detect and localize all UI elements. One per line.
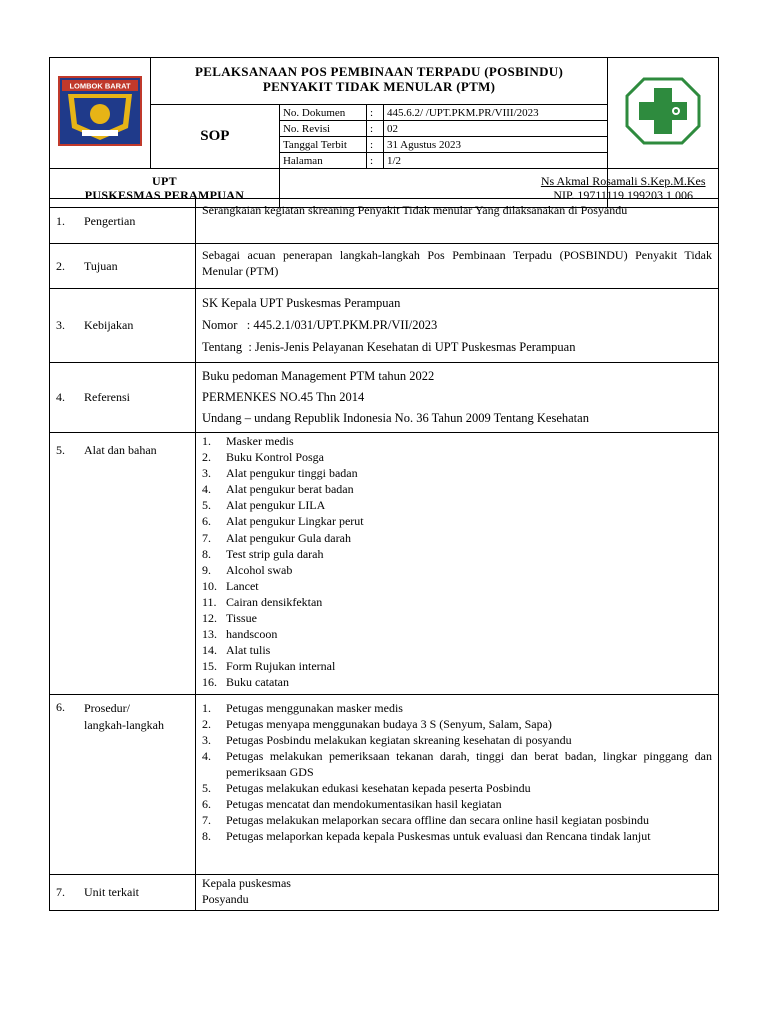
section-text: Serangkaian kegiatan skreaning Penyakit Tidak menular Yang dilaksanakan di Posyandu [196,199,719,244]
list-item-number: 6. [202,797,211,812]
section-list-cell [196,433,719,695]
policy-line: Nomor : 445.2.1/031/UPT.PKM.PR/VII/2023 [202,318,438,332]
list-item-text: Test strip gula darah [226,546,324,561]
section-number: 3. [56,318,65,332]
meta-value: 1/2 [386,154,402,167]
meta-label: Tanggal Terbit [280,137,367,153]
list-item-number: 14. [202,643,217,658]
meta-sep: : [366,153,383,169]
section-number: 7. [56,884,65,899]
reference-line: PERMENKES NO.45 Thn 2014 [202,390,365,404]
list-item [202,594,712,610]
list-item-text: Petugas menyapa menggunakan budaya 3 S (Senyum, Salam, Sapa) [226,716,552,731]
section-number: 1. [56,213,65,228]
section-row [50,244,719,289]
reference-line: Undang – undang Republik Indonesia No. 36 Tahun 2009 Tentang Kesehatan [202,411,589,425]
list-item-text: Lancet [226,578,259,593]
meta-label: No. Dokumen [280,105,367,121]
document-title [150,58,608,105]
puskesmas-logo-icon [624,76,702,146]
meta-row [280,137,607,153]
list-item-number: 8. [202,829,211,844]
list-item-text: Buku catatan [226,675,289,690]
left-logo-cell [50,58,151,169]
list-item [202,780,712,796]
reference-line: Buku pedoman Management PTM tahun 2022 [202,369,435,383]
list-item [202,433,712,449]
header-table [49,57,719,208]
meta-value: 31 Agustus 2023 [383,137,607,153]
section-label-cell [50,433,196,695]
meta-value: 02 [383,121,607,137]
meta-cell [279,105,607,169]
section-row [50,694,719,874]
list-item-text: Alat pengukur berat badan [226,482,354,497]
left-logo-text: LOMBOK BARAT [69,81,131,90]
list-item-text: handscoon [226,627,278,642]
meta-row [280,153,607,169]
procedure-list [202,700,712,845]
list-item-number: 2. [202,716,211,731]
section-row [50,289,719,363]
section-text [196,874,719,910]
list-item-number: 7. [202,813,211,828]
sop-label: SOP [150,105,279,169]
title-line-2: PENYAKIT TIDAK MENULAR (PTM) [262,79,496,94]
meta-sep: : [366,137,383,153]
list-item [202,732,712,748]
right-logo-cell [608,58,719,169]
list-item-number: 9. [202,562,211,577]
list-item-text: Alcohol swab [226,562,293,577]
meta-label: No. Revisi [280,121,367,137]
list-item-number: 3. [202,732,211,747]
section-label: Alat dan bahan [84,443,157,457]
sop-sections-table [49,198,719,911]
list-item-text: Petugas melakukan melaporkan secara offline dan secara online hasil kegiatan posbindu [226,813,649,828]
section-text: Sebagai acuan penerapan langkah-langkah Pos Pembinaan Terpadu (POSBINDU) Penyakit Tidak Menular (PTM) [196,244,719,289]
list-item-text: Petugas Posbindu melakukan kegiatan skreaning kesehatan di posyandu [226,732,572,747]
list-item [202,796,712,812]
signer-name: Ns Akmal Rosamali S.Kep.M.Kes [540,174,706,188]
list-item-text: Alat pengukur tinggi badan [226,466,358,481]
list-item-number: 7. [202,530,211,545]
list-item [202,700,712,716]
signer-nip: NIP. 19711119 199203 1 006 [553,188,694,202]
list-item [202,626,712,642]
list-item-number: 5. [202,498,211,513]
meta-sep: : [366,121,383,137]
list-item-text: Alat pengukur LILA [226,498,326,513]
list-item-text: Alat pengukur Lingkar perut [226,514,364,529]
meta-sep: : [366,105,383,121]
meta-label: Halaman [280,153,367,169]
section-number: 5. [56,443,65,457]
list-item-text: Alat pengukur Gula darah [226,530,351,545]
list-item [202,642,712,658]
section-label: Unit terkait [84,884,139,899]
section-label: langkah-langkah [84,717,164,732]
section-label: Prosedur/ [84,700,130,715]
list-item-text: Petugas melakukan edukasi kesehatan kepada peserta Posbindu [226,780,531,795]
list-item-number: 1. [202,434,211,448]
list-item [202,562,712,578]
section-number: 4. [56,390,65,404]
list-item-text: Petugas melakukan pemeriksaan tekanan darah, tinggi dan berat badan, lingkar pinggang dan pemeriksaan GDS [226,748,712,779]
list-item-number: 8. [202,546,211,561]
list-item [202,465,712,481]
section-text [196,289,719,363]
list-item-number: 1. [202,700,211,715]
section-row [50,874,719,910]
list-item-number: 16. [202,675,217,690]
list-item-number: 10. [202,578,217,593]
policy-line: SK Kepala UPT Puskesmas Perampuan [202,296,401,310]
list-item-number: 6. [202,514,211,529]
unit-line: Posyandu [202,891,249,906]
list-item-number: 4. [202,482,211,497]
section-label-cell [50,244,196,289]
list-item-text: Masker medis [226,434,294,448]
list-item [202,546,712,562]
list-item [202,497,712,513]
meta-row [280,105,607,121]
list-item-number: 4. [202,748,211,763]
list-item [202,449,712,465]
list-item-text: Tissue [226,611,257,626]
list-item [202,530,712,546]
section-label-cell [50,874,196,910]
meta-value: 445.6.2/ /UPT.PKM.PR/VIII/2023 [383,105,607,121]
section-label: Pengertian [84,213,136,228]
list-item-text: Alat tulis [226,643,271,658]
list-item-number: 15. [202,659,217,674]
list-item [202,674,712,690]
list-item [202,513,712,529]
list-item [202,828,712,844]
list-item-text: Petugas melaporkan kepada kepala Puskesmas untuk evaluasi dan Rencana tindak lanjut [226,829,651,844]
meta-row [280,121,607,137]
lombok-barat-emblem-icon [58,76,142,146]
section-label: Tujuan [84,258,118,273]
unit-line: Kepala puskesmas [202,875,291,890]
list-item [202,716,712,732]
section-label-cell [50,363,196,433]
list-item-text: Petugas mencatat dan mendokumentasikan hasil kegiatan [226,797,502,812]
policy-line: Tentang : Jenis-Jenis Pelayanan Kesehatan di UPT Puskesmas Perampuan [202,340,576,354]
list-item-number: 3. [202,466,211,481]
list-item [202,578,712,594]
list-item-number: 5. [202,780,211,795]
upt-line-1: UPT [152,174,177,188]
list-item-number: 13. [202,627,217,642]
section-number: 6. [56,699,65,714]
section-label-cell [50,199,196,244]
section-row [50,199,719,244]
section-label-cell [50,694,196,874]
list-item [202,748,712,780]
section-list-cell [196,694,719,874]
list-item-number: 11. [202,594,217,609]
list-item-number: 12. [202,611,217,626]
list-item [202,481,712,497]
list-item-text: Cairan densikfektan [226,594,323,609]
upt-line-2: PUSKESMAS PERAMPUAN [84,188,245,202]
meta-table [280,105,607,168]
section-number: 2. [56,258,65,273]
tools-list [202,433,712,691]
section-row [50,363,719,433]
list-item [202,812,712,828]
section-label-cell [50,289,196,363]
section-label: Referensi [84,390,130,404]
section-row [50,433,719,695]
list-item-number: 2. [202,450,211,465]
list-item [202,658,712,674]
list-item-text: Buku Kontrol Posga [226,450,325,465]
title-line-1: PELAKSANAAN POS PEMBINAAN TERPADU (POSBINDU) [195,64,564,79]
section-text [196,363,719,433]
list-item [202,610,712,626]
section-label: Kebijakan [84,318,134,332]
list-item-text: Form Rujukan internal [226,659,336,674]
list-item-text: Petugas menggunakan masker medis [226,700,403,715]
